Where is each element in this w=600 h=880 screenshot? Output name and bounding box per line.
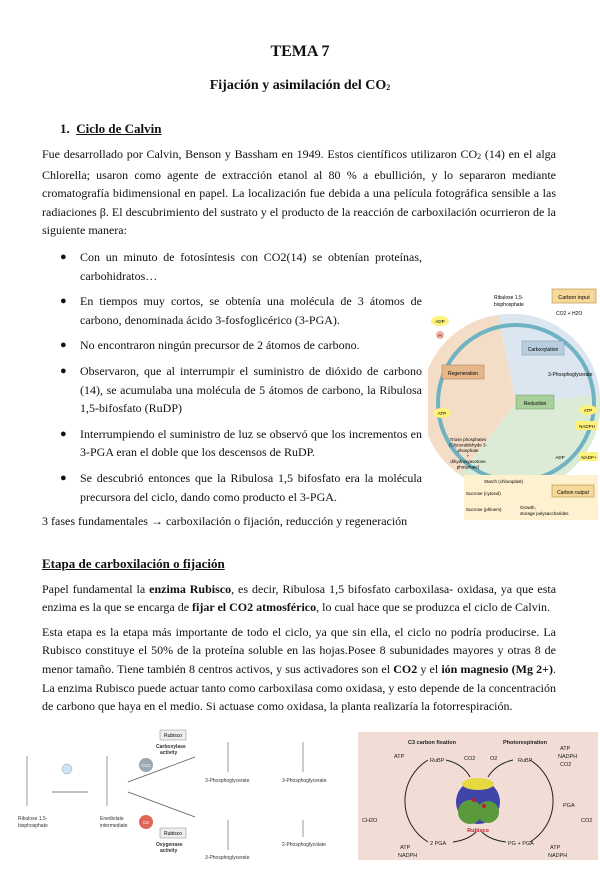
triose-label: dihydroxyacetone <box>450 459 486 464</box>
bottom-figures <box>0 722 600 880</box>
rubp-label: RuBP <box>518 757 533 764</box>
text: y el <box>417 662 442 677</box>
rubp-label: RuBP <box>430 757 445 764</box>
reaction-arrows <box>52 757 195 817</box>
atp-label: ATP <box>437 411 447 416</box>
rubp-label: bisphosphate <box>18 822 48 829</box>
atp-label: ATP <box>583 408 593 413</box>
pg-pga-label: PG + PGA <box>508 840 534 847</box>
carbon-output-label: Carbon output <box>557 490 589 496</box>
bullet-icon: ● <box>60 427 67 440</box>
atp-label: ATP <box>550 844 561 851</box>
nadph-label: NADPH <box>398 852 418 859</box>
atp-label: ATP <box>400 844 411 851</box>
carbon-input-label: Carbon input <box>558 295 590 301</box>
bullet-text: Con un minuto de fotosíntesis con CO2(14) se obtenían proteínas, carbohidratos… <box>80 249 422 283</box>
rubisco-detail-paragraph <box>42 623 556 716</box>
pga-label: 3-Phosphoglycerate <box>548 372 593 378</box>
bullet-text: No encontraron ningún precursor de 2 átomos de carbono. <box>80 338 360 353</box>
subtitle-text: Fijación y asimilación del CO <box>209 78 387 93</box>
bullet-icon: ● <box>60 250 67 263</box>
two-pga-label: 2 PGA <box>430 840 447 847</box>
bold-text: CO2 <box>393 662 418 677</box>
rubisco-protein-icon <box>456 778 500 824</box>
rubp-label: bisphosphate <box>494 302 524 308</box>
carboxylation-label: Carboxylation <box>527 347 559 353</box>
photorespiration-title: Photorespiration <box>503 739 548 746</box>
bullet-item <box>42 248 422 285</box>
text: , lo cual hace que se produzca el ciclo de Calvin. <box>316 600 551 615</box>
intro-text-a: Fue desarrollado por Calvin, Benson y Bassham en 1949. Estos científicos utilizaron CO <box>42 147 478 161</box>
bullet-item <box>42 292 422 329</box>
regeneration-label: Regeneration <box>447 371 479 377</box>
bullet-item <box>42 425 422 462</box>
pga-label: 3-Phosphoglycerate <box>205 854 250 861</box>
o2-label: O2 <box>490 755 498 762</box>
bullet-item <box>42 469 422 506</box>
enediolate-label: Enediolate <box>100 815 124 822</box>
text: Papel fundamental la <box>42 581 150 596</box>
sucrose-phloem-label: Sucrose (phloem) <box>466 507 502 512</box>
subtitle-subscript: 2 <box>386 83 391 92</box>
rubisco-label: Rubisco <box>467 827 489 834</box>
bullet-list <box>42 248 422 506</box>
phosphoglycolate-label: 2-Phosphoglycolate <box>282 841 326 848</box>
carboxylase-label: activity <box>160 749 178 756</box>
nadp-label: NADP+ <box>581 455 597 460</box>
co2-label: CO2 <box>464 755 476 762</box>
bullet-text: Interrumpiendo el suministro de luz se observó que los incrementos en 3-PGA eran el doble que los descensos de RuDP. <box>80 426 422 460</box>
bold-text: enzima Rubisco <box>149 581 232 596</box>
rubisco-paragraph <box>42 580 556 617</box>
growth-label: Growth, <box>520 505 536 510</box>
pi-label: Pi <box>438 333 442 338</box>
bullet-icon: ● <box>60 471 67 484</box>
sucrose-cytosol-label: Sucrose (cytosol) <box>466 491 501 496</box>
co2-label: CO2 <box>560 761 572 768</box>
text: . La enzima Rubisco puede actuar tanto como carboxilasa como oxidasa, y esto depende de la concentración de carbono que haya en el medio. Si actuase como oxidasa, la planta realizaría la fotorrespiración. <box>42 662 556 714</box>
co2-out-label: CO2 <box>581 817 593 824</box>
atp-label: ATP <box>394 753 405 760</box>
phases-line: 3 fases fundamentales → carboxilación o fijación, reducción y regeneración <box>42 514 408 529</box>
bold-text: fijar el CO2 atmosférico <box>192 600 317 615</box>
c3-fixation-title: C3 carbon fixation <box>408 739 456 746</box>
atp-label: ATP <box>560 745 571 752</box>
oxygenase-label: Oxygenase <box>156 841 183 848</box>
o2-label: O2 <box>142 819 150 825</box>
co2-h2o-label: CO2 + H2O <box>556 311 583 317</box>
nadph-label: NADPH <box>558 753 578 760</box>
triose-label: (Glyceraldehyde 3- <box>448 442 488 448</box>
rubp-label: Ribulose 1,5- <box>494 295 524 301</box>
rubisco-reaction-figure <box>0 722 350 880</box>
section-heading-carboxylation: Etapa de carboxilación o fijación <box>42 555 225 571</box>
section-title: Ciclo de Calvin <box>76 121 162 136</box>
intro-text-b: (14) en el alga Chlorella; usaron como agente de extracción etanol al 80 % a ebullición, y lo separaron mediante cromatografía bidimensional en papel. La localización fue debida a una película fotográfica sensible a las radiaciones β. El descubrimiento del sustrato y el producto de la reacción de carboxilación ocurrieron de la siguiente manera: <box>42 147 556 238</box>
section-number: 1. <box>60 121 70 136</box>
reduction-label: Reduction <box>523 401 547 407</box>
text: Esta etapa es la etapa más importante de todo el ciclo, ya que sin ella, el ciclo no podría producirse. La Rubisco constituye el 50% de la proteína soluble en las hojas.Posee 8 subunidades mayores y otras 8 de menor tamaño. Tiene también 8 centros activos, y sus activadores son el <box>42 624 556 677</box>
text: , es decir, Ribulosa 1,5 bifosfato carboxilasa- oxidasa, ya que esta enzima es la que se encarga de <box>42 581 557 615</box>
pga-label: PGA <box>563 802 575 809</box>
nadph-label: NADPH <box>579 424 595 429</box>
bullet-icon: ● <box>60 339 67 352</box>
triose-label: + <box>466 453 470 459</box>
bullet-text: Observaron, que al interrumpir el suministro de dióxido de carbono (14), se acumulaba una molécula de 5 átomos de carbono, la Ribulosa 1,5-bifosfato (RuDP) <box>80 363 422 416</box>
calvin-cycle-figure <box>428 285 600 520</box>
intro-paragraph <box>42 145 556 240</box>
bullet-item <box>42 362 422 418</box>
bullet-text: Se descubrió entonces que la Ribulosa 1,5 bifosfato era la molécula precursora del ciclo, dando como producto el 3-PGA. <box>80 470 422 504</box>
bullet-icon: ● <box>60 295 67 308</box>
carboxylation-sector <box>498 314 600 403</box>
nadph-label: NADPH <box>548 852 568 859</box>
carboxylase-label: Carboxylase <box>156 743 186 750</box>
photorespiration-figure <box>358 732 598 860</box>
rubisco-label: Rubisco <box>163 830 183 837</box>
rubp-label: Ribulose 1,5- <box>18 815 48 822</box>
ch2o-label: CH2O <box>362 817 378 824</box>
pga-label: 3-Phosphoglycerate <box>205 777 250 784</box>
enediolate-label: intermediate <box>100 822 128 829</box>
adp-label: ADP <box>435 319 445 324</box>
intro-sub: 2 <box>477 152 482 161</box>
triose-label: phosphate) <box>456 464 480 470</box>
page-title: TEMA 7 <box>270 43 330 60</box>
bullet-icon: ● <box>60 364 67 377</box>
growth-label: storage polysaccharides <box>520 511 569 516</box>
h-ion-icon <box>62 764 72 774</box>
oxygenase-label: activity <box>160 847 178 854</box>
triose-label: phosphate <box>457 448 479 453</box>
pga-label: 3-Phosphoglycerate <box>282 777 327 784</box>
starch-label: Starch (chloroplast) <box>484 479 524 484</box>
adp-label: ADP <box>555 455 565 460</box>
triose-label: Triose phosphates <box>449 437 487 442</box>
bullet-item <box>42 336 422 355</box>
page-subtitle <box>0 77 600 96</box>
section-heading-calvin <box>60 120 600 137</box>
rubisco-label: Rubisco <box>163 732 183 739</box>
bold-text: ión magnesio (Mg 2+) <box>441 662 553 677</box>
co2-label: CO2 <box>141 762 151 768</box>
bullet-text: En tiempos muy cortos, se obtenía una molécula de 3 átomos de carbono, denominada ácido 3-fosfoglicérico (3-PGA). <box>80 294 422 327</box>
